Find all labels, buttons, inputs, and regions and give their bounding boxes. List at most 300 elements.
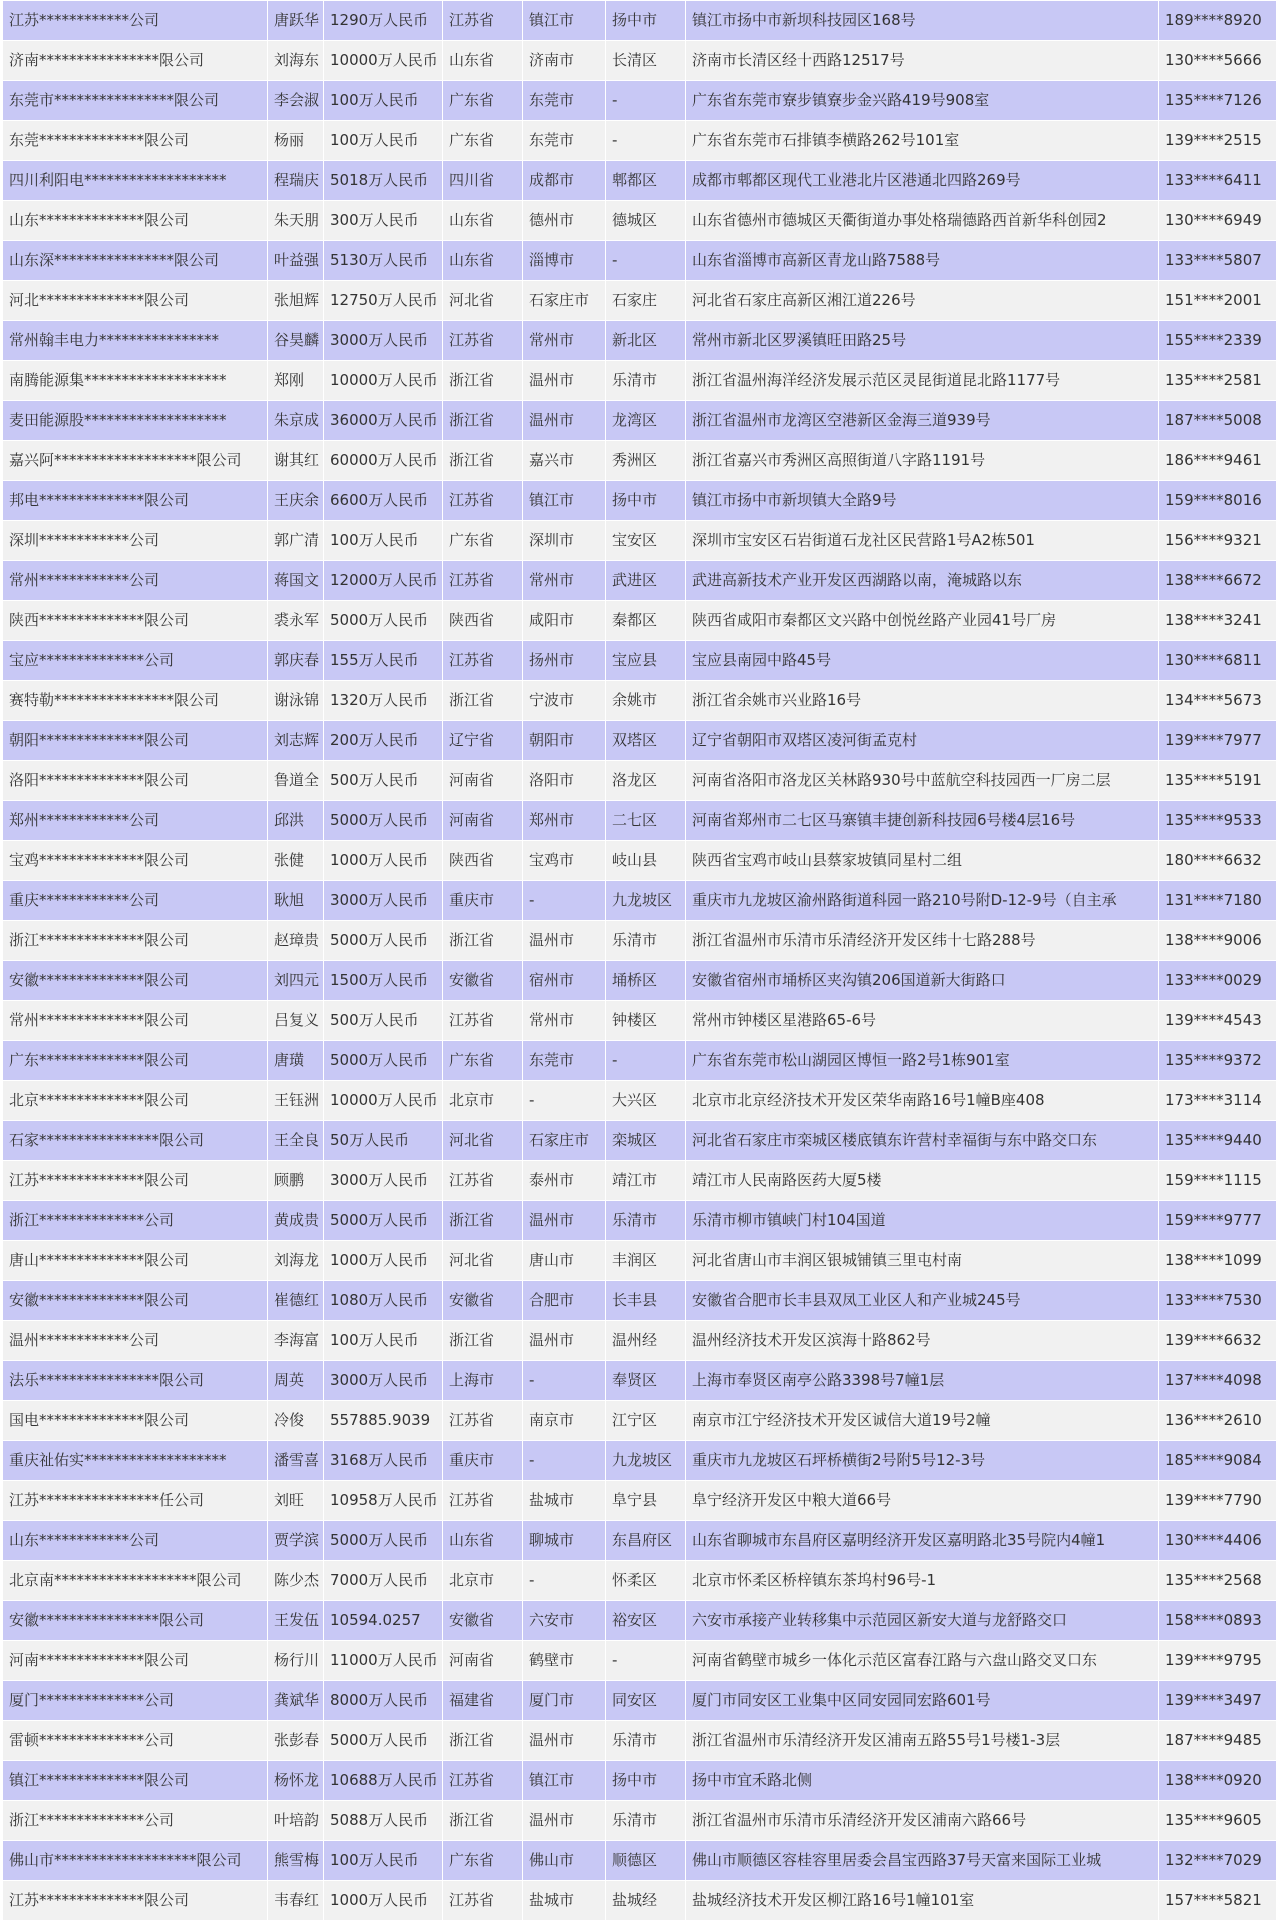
company-name-cell: 重庆************公司 [3, 881, 268, 921]
company-name-cell: 深圳************公司 [3, 521, 268, 561]
district-cell: 德城区 [606, 201, 686, 241]
province-cell: 安徽省 [443, 961, 523, 1001]
province-cell: 辽宁省 [443, 721, 523, 761]
address-cell: 成都市郫都区现代工业港北片区港通北四路269号 [686, 161, 1159, 201]
city-cell: 温州市 [523, 1721, 606, 1761]
registered-capital-cell: 100万人民币 [324, 1321, 443, 1361]
contact-person-cell: 朱京成 [268, 401, 324, 441]
table-row [3, 121, 1277, 161]
registered-capital-cell: 6600万人民币 [324, 481, 443, 521]
address-cell: 广东省东莞市松山湖园区博恒一路2号1栋901室 [686, 1041, 1159, 1081]
company-name-cell: 唐山**************限公司 [3, 1241, 268, 1281]
registered-capital-cell: 100万人民币 [324, 121, 443, 161]
company-name-cell: 安徽**************限公司 [3, 961, 268, 1001]
district-cell: 扬中市 [606, 1, 686, 41]
address-cell: 阜宁经济开发区中粮大道66号 [686, 1481, 1159, 1521]
district-cell: 秦都区 [606, 601, 686, 641]
address-cell: 辽宁省朝阳市双塔区凌河街孟克村 [686, 721, 1159, 761]
company-name-cell: 北京南*******************限公司 [3, 1561, 268, 1601]
contact-person-cell: 陈少杰 [268, 1561, 324, 1601]
phone-cell: 134****5673 [1159, 681, 1277, 721]
province-cell: 浙江省 [443, 1801, 523, 1841]
address-cell: 浙江省温州市乐清市乐清经济开发区纬十七路288号 [686, 921, 1159, 961]
district-cell: 东昌府区 [606, 1521, 686, 1561]
registered-capital-cell: 3168万人民币 [324, 1441, 443, 1481]
contact-person-cell: 郭广清 [268, 521, 324, 561]
district-cell: 温州经 [606, 1321, 686, 1361]
city-cell: - [523, 1081, 606, 1121]
address-cell: 扬中市宜禾路北侧 [686, 1761, 1159, 1801]
table-row [3, 1881, 1277, 1920]
city-cell: 厦门市 [523, 1681, 606, 1721]
district-cell: 郫都区 [606, 161, 686, 201]
phone-cell: 151****2001 [1159, 281, 1277, 321]
registered-capital-cell: 200万人民币 [324, 721, 443, 761]
address-cell: 陕西省宝鸡市岐山县蔡家坡镇同星村二组 [686, 841, 1159, 881]
phone-cell: 138****6672 [1159, 561, 1277, 601]
registered-capital-cell: 5130万人民币 [324, 241, 443, 281]
contact-person-cell: 邱洪 [268, 801, 324, 841]
city-cell: 唐山市 [523, 1241, 606, 1281]
province-cell: 北京市 [443, 1561, 523, 1601]
address-cell: 济南市长清区经十西路12517号 [686, 41, 1159, 81]
province-cell: 河北省 [443, 281, 523, 321]
district-cell: 扬中市 [606, 1761, 686, 1801]
province-cell: 广东省 [443, 521, 523, 561]
city-cell: 盐城市 [523, 1881, 606, 1920]
phone-cell: 189****8920 [1159, 1, 1277, 41]
province-cell: 江苏省 [443, 1161, 523, 1201]
district-cell: 阜宁县 [606, 1481, 686, 1521]
registered-capital-cell: 10688万人民币 [324, 1761, 443, 1801]
table-row [3, 1201, 1277, 1241]
company-name-cell: 浙江**************公司 [3, 1801, 268, 1841]
address-cell: 常州市钟楼区星港路65-6号 [686, 1001, 1159, 1041]
district-cell: 武进区 [606, 561, 686, 601]
address-cell: 安徽省合肥市长丰县双凤工业区人和产业城245号 [686, 1281, 1159, 1321]
address-cell: 佛山市顺德区容桂容里居委会昌宝西路37号天富来国际工业城 [686, 1841, 1159, 1881]
province-cell: 广东省 [443, 1841, 523, 1881]
table-row [3, 1081, 1277, 1121]
registered-capital-cell: 5000万人民币 [324, 1201, 443, 1241]
company-name-cell: 山东深****************限公司 [3, 241, 268, 281]
table-row [3, 401, 1277, 441]
contact-person-cell: 李会淑 [268, 81, 324, 121]
phone-cell: 173****3114 [1159, 1081, 1277, 1121]
registered-capital-cell: 500万人民币 [324, 1001, 443, 1041]
province-cell: 四川省 [443, 161, 523, 201]
phone-cell: 135****2568 [1159, 1561, 1277, 1601]
contact-person-cell: 郑刚 [268, 361, 324, 401]
district-cell: 秀洲区 [606, 441, 686, 481]
company-name-cell: 浙江**************公司 [3, 1201, 268, 1241]
table-row [3, 521, 1277, 561]
contact-person-cell: 刘旺 [268, 1481, 324, 1521]
registered-capital-cell: 10000万人民币 [324, 41, 443, 81]
district-cell: 长丰县 [606, 1281, 686, 1321]
province-cell: 浙江省 [443, 1201, 523, 1241]
city-cell: 深圳市 [523, 521, 606, 561]
city-cell: 洛阳市 [523, 761, 606, 801]
company-name-cell: 江苏****************任公司 [3, 1481, 268, 1521]
city-cell: 东莞市 [523, 121, 606, 161]
district-cell: 乐清市 [606, 1801, 686, 1841]
company-name-cell: 山东**************限公司 [3, 201, 268, 241]
district-cell: 岐山县 [606, 841, 686, 881]
company-name-cell: 常州翰丰电力**************** [3, 321, 268, 361]
contact-person-cell: 耿旭 [268, 881, 324, 921]
contact-person-cell: 王发伍 [268, 1601, 324, 1641]
phone-cell: 135****5191 [1159, 761, 1277, 801]
district-cell: 乐清市 [606, 921, 686, 961]
phone-cell: 138****9006 [1159, 921, 1277, 961]
registered-capital-cell: 12750万人民币 [324, 281, 443, 321]
table-row [3, 921, 1277, 961]
city-cell: 鹤壁市 [523, 1641, 606, 1681]
table-row [3, 1, 1277, 41]
province-cell: 江苏省 [443, 321, 523, 361]
table-row [3, 1321, 1277, 1361]
phone-cell: 133****6411 [1159, 161, 1277, 201]
registered-capital-cell: 5018万人民币 [324, 161, 443, 201]
company-name-cell: 雷顿**************公司 [3, 1721, 268, 1761]
contact-person-cell: 刘海龙 [268, 1241, 324, 1281]
city-cell: 常州市 [523, 1001, 606, 1041]
phone-cell: 139****2515 [1159, 121, 1277, 161]
contact-person-cell: 刘海东 [268, 41, 324, 81]
city-cell: 郑州市 [523, 801, 606, 841]
table-row [3, 321, 1277, 361]
address-cell: 重庆市九龙坡区渝州路街道科园一路210号附D-12-9号（自主承 [686, 881, 1159, 921]
province-cell: 山东省 [443, 241, 523, 281]
phone-cell: 135****9533 [1159, 801, 1277, 841]
contact-person-cell: 刘志辉 [268, 721, 324, 761]
company-name-cell: 重庆祉佑实******************* [3, 1441, 268, 1481]
table-row [3, 1161, 1277, 1201]
city-cell: 镇江市 [523, 481, 606, 521]
table-row [3, 841, 1277, 881]
address-cell: 盐城经济技术开发区柳江路16号1幢101室 [686, 1881, 1159, 1920]
table-row [3, 881, 1277, 921]
registered-capital-cell: 12000万人民币 [324, 561, 443, 601]
company-name-cell: 邦电**************限公司 [3, 481, 268, 521]
phone-cell: 185****9084 [1159, 1441, 1277, 1481]
phone-cell: 159****8016 [1159, 481, 1277, 521]
address-cell: 河南省洛阳市洛龙区关林路930号中蓝航空科技园西一厂房二层 [686, 761, 1159, 801]
province-cell: 江苏省 [443, 1881, 523, 1920]
table-row [3, 241, 1277, 281]
company-name-cell: 江苏************公司 [3, 1, 268, 41]
province-cell: 河北省 [443, 1241, 523, 1281]
company-name-cell: 温州************公司 [3, 1321, 268, 1361]
province-cell: 江苏省 [443, 481, 523, 521]
phone-cell: 187****9485 [1159, 1721, 1277, 1761]
contact-person-cell: 唐璜 [268, 1041, 324, 1081]
phone-cell: 133****7530 [1159, 1281, 1277, 1321]
registered-capital-cell: 1290万人民币 [324, 1, 443, 41]
table-row [3, 1641, 1277, 1681]
company-name-cell: 山东************公司 [3, 1521, 268, 1561]
district-cell: - [606, 241, 686, 281]
phone-cell: 139****6632 [1159, 1321, 1277, 1361]
registered-capital-cell: 1320万人民币 [324, 681, 443, 721]
phone-cell: 131****7180 [1159, 881, 1277, 921]
contact-person-cell: 唐跃华 [268, 1, 324, 41]
table-row [3, 1681, 1277, 1721]
address-cell: 南京市江宁经济技术开发区诚信大道19号2幢 [686, 1401, 1159, 1441]
district-cell: 同安区 [606, 1681, 686, 1721]
company-name-cell: 四川利阳电******************* [3, 161, 268, 201]
company-name-cell: 广东**************限公司 [3, 1041, 268, 1081]
contact-person-cell: 郭庆春 [268, 641, 324, 681]
contact-person-cell: 冷俊 [268, 1401, 324, 1441]
city-cell: - [523, 1361, 606, 1401]
city-cell: 南京市 [523, 1401, 606, 1441]
contact-person-cell: 李海富 [268, 1321, 324, 1361]
province-cell: 广东省 [443, 81, 523, 121]
province-cell: 浙江省 [443, 1321, 523, 1361]
registered-capital-cell: 1000万人民币 [324, 1881, 443, 1920]
city-cell: 合肥市 [523, 1281, 606, 1321]
city-cell: 德州市 [523, 201, 606, 241]
registered-capital-cell: 10000万人民币 [324, 361, 443, 401]
contact-person-cell: 张彭春 [268, 1721, 324, 1761]
table-body [3, 1, 1277, 1920]
province-cell: 山东省 [443, 1521, 523, 1561]
province-cell: 陕西省 [443, 841, 523, 881]
contact-person-cell: 熊雪梅 [268, 1841, 324, 1881]
company-name-cell: 河南**************限公司 [3, 1641, 268, 1681]
province-cell: 浙江省 [443, 361, 523, 401]
table-row [3, 961, 1277, 1001]
district-cell: 长清区 [606, 41, 686, 81]
contact-person-cell: 谷昊麟 [268, 321, 324, 361]
table-row [3, 281, 1277, 321]
contact-person-cell: 龚斌华 [268, 1681, 324, 1721]
registered-capital-cell: 11000万人民币 [324, 1641, 443, 1681]
table-row [3, 441, 1277, 481]
city-cell: 泰州市 [523, 1161, 606, 1201]
city-cell: 东莞市 [523, 81, 606, 121]
city-cell: 温州市 [523, 921, 606, 961]
address-cell: 六安市承接产业转移集中示范园区新安大道与龙舒路交口 [686, 1601, 1159, 1641]
address-cell: 北京市怀柔区桥梓镇东茶坞村96号-1 [686, 1561, 1159, 1601]
table-row [3, 1281, 1277, 1321]
city-cell: 常州市 [523, 561, 606, 601]
phone-cell: 180****6632 [1159, 841, 1277, 881]
city-cell: 温州市 [523, 1201, 606, 1241]
contact-person-cell: 杨丽 [268, 121, 324, 161]
contact-person-cell: 谢泳锦 [268, 681, 324, 721]
province-cell: 浙江省 [443, 681, 523, 721]
address-cell: 浙江省余姚市兴业路16号 [686, 681, 1159, 721]
district-cell: 乐清市 [606, 1721, 686, 1761]
province-cell: 福建省 [443, 1681, 523, 1721]
province-cell: 广东省 [443, 121, 523, 161]
company-name-cell: 江苏**************限公司 [3, 1161, 268, 1201]
table-row [3, 681, 1277, 721]
company-name-cell: 江苏**************限公司 [3, 1881, 268, 1920]
phone-cell: 130****6811 [1159, 641, 1277, 681]
district-cell: 裕安区 [606, 1601, 686, 1641]
province-cell: 河南省 [443, 801, 523, 841]
address-cell: 镇江市扬中市新坝科技园区168号 [686, 1, 1159, 41]
table-row [3, 561, 1277, 601]
province-cell: 安徽省 [443, 1601, 523, 1641]
registered-capital-cell: 100万人民币 [324, 521, 443, 561]
company-name-cell: 嘉兴阿*******************限公司 [3, 441, 268, 481]
district-cell: 奉贤区 [606, 1361, 686, 1401]
company-name-cell: 常州**************限公司 [3, 1001, 268, 1041]
province-cell: 安徽省 [443, 1281, 523, 1321]
phone-cell: 139****4543 [1159, 1001, 1277, 1041]
phone-cell: 130****6949 [1159, 201, 1277, 241]
registered-capital-cell: 100万人民币 [324, 1841, 443, 1881]
company-name-cell: 法乐****************限公司 [3, 1361, 268, 1401]
address-cell: 河北省唐山市丰润区银城铺镇三里屯村南 [686, 1241, 1159, 1281]
company-name-cell: 麦田能源股******************* [3, 401, 268, 441]
address-cell: 陕西省咸阳市秦都区文兴路中创悦丝路产业园41号厂房 [686, 601, 1159, 641]
phone-cell: 137****4098 [1159, 1361, 1277, 1401]
address-cell: 山东省淄博市高新区青龙山路7588号 [686, 241, 1159, 281]
address-cell: 靖江市人民南路医药大厦5楼 [686, 1161, 1159, 1201]
phone-cell: 186****9461 [1159, 441, 1277, 481]
city-cell: 温州市 [523, 361, 606, 401]
company-name-cell: 厦门**************公司 [3, 1681, 268, 1721]
registered-capital-cell: 100万人民币 [324, 81, 443, 121]
registered-capital-cell: 10594.0257 [324, 1601, 443, 1641]
registered-capital-cell: 5000万人民币 [324, 1041, 443, 1081]
table-row [3, 1601, 1277, 1641]
city-cell: 朝阳市 [523, 721, 606, 761]
district-cell: 盐城经 [606, 1881, 686, 1920]
contact-person-cell: 张旭辉 [268, 281, 324, 321]
phone-cell: 130****4406 [1159, 1521, 1277, 1561]
province-cell: 浙江省 [443, 441, 523, 481]
district-cell: 丰润区 [606, 1241, 686, 1281]
registered-capital-cell: 3000万人民币 [324, 1161, 443, 1201]
phone-cell: 133****0029 [1159, 961, 1277, 1001]
address-cell: 浙江省温州市龙湾区空港新区金海三道939号 [686, 401, 1159, 441]
contact-person-cell: 吕复义 [268, 1001, 324, 1041]
contact-person-cell: 张健 [268, 841, 324, 881]
city-cell: 济南市 [523, 41, 606, 81]
registered-capital-cell: 1000万人民币 [324, 1241, 443, 1281]
registered-capital-cell: 1500万人民币 [324, 961, 443, 1001]
address-cell: 常州市新北区罗溪镇旺田路25号 [686, 321, 1159, 361]
district-cell: 宝应县 [606, 641, 686, 681]
company-name-cell: 东莞**************限公司 [3, 121, 268, 161]
province-cell: 陕西省 [443, 601, 523, 641]
registered-capital-cell: 500万人民币 [324, 761, 443, 801]
registered-capital-cell: 5088万人民币 [324, 1801, 443, 1841]
district-cell: 靖江市 [606, 1161, 686, 1201]
address-cell: 厦门市同安区工业集中区同安园同宏路601号 [686, 1681, 1159, 1721]
registered-capital-cell: 5000万人民币 [324, 801, 443, 841]
contact-person-cell: 韦春红 [268, 1881, 324, 1920]
contact-person-cell: 朱天朋 [268, 201, 324, 241]
table-row [3, 1521, 1277, 1561]
province-cell: 江苏省 [443, 1001, 523, 1041]
city-cell: 成都市 [523, 161, 606, 201]
city-cell: 温州市 [523, 1321, 606, 1361]
phone-cell: 135****9440 [1159, 1121, 1277, 1161]
province-cell: 重庆市 [443, 881, 523, 921]
district-cell: 乐清市 [606, 1201, 686, 1241]
table-row [3, 201, 1277, 241]
city-cell: 常州市 [523, 321, 606, 361]
phone-cell: 159****1115 [1159, 1161, 1277, 1201]
contact-person-cell: 黄成贵 [268, 1201, 324, 1241]
table-row [3, 1721, 1277, 1761]
contact-person-cell: 顾鹏 [268, 1161, 324, 1201]
address-cell: 宝应县南园中路45号 [686, 641, 1159, 681]
company-name-cell: 宝鸡**************限公司 [3, 841, 268, 881]
table-row [3, 801, 1277, 841]
contact-person-cell: 周英 [268, 1361, 324, 1401]
table-row [3, 1801, 1277, 1841]
province-cell: 江苏省 [443, 641, 523, 681]
table-row [3, 1001, 1277, 1041]
company-name-cell: 佛山市*******************限公司 [3, 1841, 268, 1881]
registered-capital-cell: 3000万人民币 [324, 321, 443, 361]
contact-person-cell: 贾学滨 [268, 1521, 324, 1561]
phone-cell: 135****9372 [1159, 1041, 1277, 1081]
registered-capital-cell: 3000万人民币 [324, 881, 443, 921]
address-cell: 深圳市宝安区石岩街道石龙社区民营路1号A2栋501 [686, 521, 1159, 561]
company-name-cell: 国电**************限公司 [3, 1401, 268, 1441]
registered-capital-cell: 10958万人民币 [324, 1481, 443, 1521]
district-cell: 新北区 [606, 321, 686, 361]
phone-cell: 138****1099 [1159, 1241, 1277, 1281]
table-row [3, 1041, 1277, 1081]
province-cell: 江苏省 [443, 1761, 523, 1801]
province-cell: 浙江省 [443, 401, 523, 441]
city-cell: 淄博市 [523, 241, 606, 281]
address-cell: 重庆市九龙坡区石坪桥横街2号附5号12-3号 [686, 1441, 1159, 1481]
province-cell: 江苏省 [443, 561, 523, 601]
phone-cell: 158****0893 [1159, 1601, 1277, 1641]
contact-person-cell: 潘雪喜 [268, 1441, 324, 1481]
company-name-cell: 石家****************限公司 [3, 1121, 268, 1161]
address-cell: 浙江省嘉兴市秀洲区高照街道八字路1191号 [686, 441, 1159, 481]
registered-capital-cell: 5000万人民币 [324, 921, 443, 961]
company-name-cell: 安徽**************限公司 [3, 1281, 268, 1321]
contact-person-cell: 杨行川 [268, 1641, 324, 1681]
province-cell: 河北省 [443, 1121, 523, 1161]
phone-cell: 155****2339 [1159, 321, 1277, 361]
table-row [3, 481, 1277, 521]
registered-capital-cell: 3000万人民币 [324, 1361, 443, 1401]
address-cell: 浙江省温州海洋经济发展示范区灵昆街道昆北路1177号 [686, 361, 1159, 401]
phone-cell: 135****2581 [1159, 361, 1277, 401]
address-cell: 河北省石家庄市栾城区楼底镇东许营村幸福街与东中路交口东 [686, 1121, 1159, 1161]
table-row [3, 1481, 1277, 1521]
company-name-cell: 河北**************限公司 [3, 281, 268, 321]
table-row [3, 601, 1277, 641]
table-row [3, 81, 1277, 121]
city-cell: 镇江市 [523, 1761, 606, 1801]
city-cell: 聊城市 [523, 1521, 606, 1561]
address-cell: 北京市北京经济技术开发区荣华南路16号1幢B座408 [686, 1081, 1159, 1121]
registered-capital-cell: 300万人民币 [324, 201, 443, 241]
company-name-cell: 郑州************公司 [3, 801, 268, 841]
district-cell: 怀柔区 [606, 1561, 686, 1601]
contact-person-cell: 杨怀龙 [268, 1761, 324, 1801]
company-name-cell: 洛阳**************限公司 [3, 761, 268, 801]
contact-person-cell: 刘四元 [268, 961, 324, 1001]
registered-capital-cell: 50万人民币 [324, 1121, 443, 1161]
